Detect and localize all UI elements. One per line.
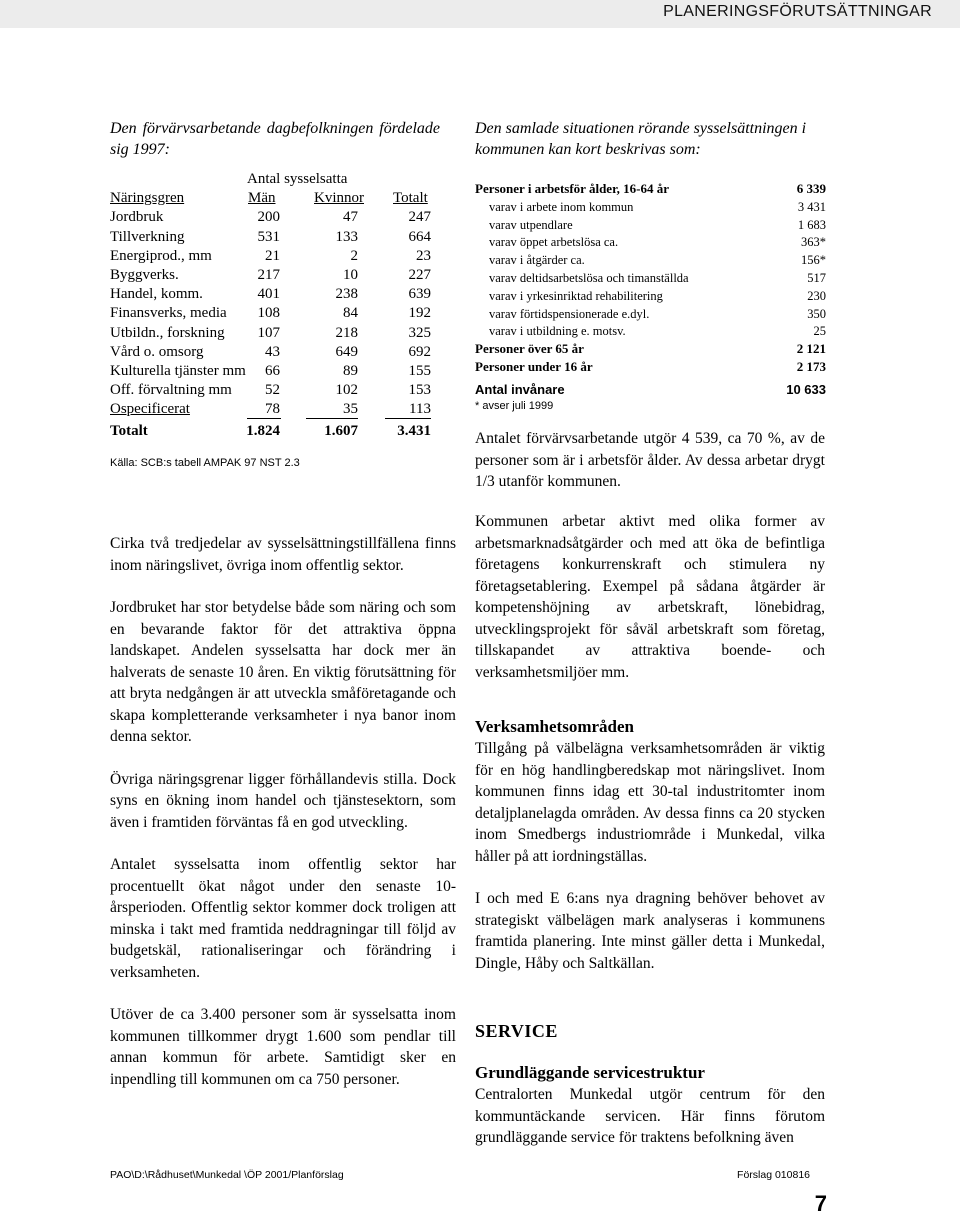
row-value: 230 (807, 288, 826, 303)
cell-sector: Off. förvaltning mm (110, 382, 232, 399)
cell-sector: Tillverkning (110, 228, 185, 245)
cell-sector: Energiprod., mm (110, 247, 212, 264)
cell-total: 325 (408, 324, 431, 341)
employment-table (110, 170, 440, 442)
row-value: 350 (807, 306, 826, 321)
sum-underline-men (247, 418, 281, 419)
table-row (110, 362, 440, 381)
cell-sector: Finansverks, media (110, 305, 227, 322)
table-row-underlined (110, 400, 440, 419)
cell-total: 227 (408, 266, 431, 283)
row-label: Personer i arbetsför ålder, 16-64 år (475, 181, 669, 196)
cell-men: 217 (257, 266, 280, 283)
cell-women: 84 (343, 305, 358, 322)
footer-path: PAO\D:\Rådhuset\Munkedal \ÖP 2001/Planförslag (110, 1169, 344, 1181)
page-number: 7 (814, 1191, 827, 1216)
paragraph: Utöver de ca 3.400 personer som är sysselsatta inom kommunen tillkommer drygt 1.600 som pendlar till annan kommun för arbete. Samtidigt sker en inpendling till kommunen om ca 750 personer. (110, 1006, 456, 1088)
cell-men: 108 (257, 305, 280, 322)
cell-men: 531 (257, 228, 280, 245)
cell-total: 3.431 (397, 423, 431, 440)
col-header-men: Män (248, 190, 276, 207)
row-value: 363* (801, 235, 826, 250)
cell-men: 200 (257, 209, 280, 226)
group-header: Antal sysselsatta (247, 171, 348, 187)
cell-sector: Kulturella tjänster mm (110, 362, 246, 379)
cell-sector: Utbildn., forskning (110, 324, 225, 341)
cell-total: 155 (408, 362, 431, 379)
cell-women: 10 (343, 266, 358, 283)
row-label: Personer över 65 år (475, 341, 584, 357)
paragraph: Jordbruket har stor betydelse både som näring och som en bevarande faktor för det attraktiva öppna landskapet. Andelen sysselsatta har dock mer än halverats de senaste 10 åren. En viktig förutsättning för att bryta nedgången är att utveckla småföretagande och skapa kompletterande verksamheter i nya banor inom denna sektor. (110, 599, 456, 745)
table-row (110, 304, 440, 323)
table-row (110, 381, 440, 400)
table-row (475, 322, 826, 340)
row-value: 2 173 (796, 358, 826, 374)
row-value: 517 (807, 270, 826, 285)
cell-women: 102 (335, 382, 358, 399)
cell-women: 89 (343, 362, 358, 379)
table-row (475, 340, 826, 358)
paragraph: Kommunen arbetar aktivt med olika former av arbetsmarknadsåtgärder och med att öka de befintliga företagens konkurrenskraft och stimulera ny företagsetablering. Exempel på sådana åtgärder är kompetenshöjning av arbetskraft, lönebidrag, utvecklingsprojekt för såväl arbetskraft som företag, tillskapandet av attraktiva boende- och verksamhetsmiljöer mm. (475, 513, 825, 681)
row-value: 156* (801, 253, 826, 268)
sum-underline-total (385, 418, 431, 419)
cell-sector: Byggverks. (110, 266, 179, 283)
table-row (110, 247, 440, 266)
row-label: varav deltidsarbetslösa och timanställda (489, 270, 689, 285)
cell-men: 1.824 (246, 423, 280, 440)
sum-underline-women (306, 418, 358, 419)
table-row (110, 208, 440, 227)
table-total-row (110, 422, 440, 441)
cell-sector: Handel, komm. (110, 286, 203, 303)
cell-sector: Jordbruk (110, 209, 164, 226)
table-row (475, 269, 826, 287)
paragraph: Cirka två tredjedelar av sysselsättningstillfällena finns inom näringslivet, övriga inom offentlig sektor. (110, 535, 456, 574)
cell-women: 133 (335, 228, 358, 245)
row-label: varav i åtgärder ca. (489, 253, 585, 268)
heading-verksamhetsomraden: Verksamhetsområden (475, 717, 634, 736)
row-label: varav i arbete inom kommun (489, 199, 634, 214)
paragraph: Antalet sysselsatta inom offentlig sektor har procentuellt ökat något under den senaste 10-årsperioden. Offentlig sektor kommer dock troligen att minska i takt med framtida neddragningar till följd av budgetskäl, rationaliseringar och förändring i verksamheten. (110, 856, 456, 981)
cell-sector: Ospecificerat (110, 401, 190, 418)
left-body-column (110, 533, 456, 1090)
cell-men: 107 (257, 324, 280, 341)
cell-sector: Totalt (110, 423, 148, 440)
row-value: 1 683 (797, 217, 826, 232)
cell-women: 649 (335, 343, 358, 360)
cell-men: 78 (265, 401, 280, 418)
heading-service: SERVICE (475, 1021, 558, 1041)
cell-women: 35 (343, 401, 358, 418)
col-header-sector: Näringsgren (110, 190, 185, 207)
cell-women: 2 (350, 247, 358, 264)
row-label: Antal invånare (475, 381, 565, 397)
right-intro: Den samlade situationen rörande sysselsättningen i kommunen kan kort beskrivas som: (475, 120, 807, 158)
cell-women: 238 (335, 286, 358, 303)
table-note (475, 399, 826, 413)
cell-total: 153 (408, 382, 431, 399)
right-summary: Antalet förvärvsarbetande utgör 4 539, ca 70 %, av de personer som är i arbetsför ålder. Av dessa arbetar drygt 1/3 utanför kommunen. (475, 430, 825, 490)
table-row (475, 381, 826, 399)
table-row (475, 251, 826, 269)
table-row (475, 198, 826, 216)
table-row (110, 266, 440, 285)
table-source: Källa: SCB:s tabell AMPAK 97 NST 2.3 (110, 457, 300, 469)
cell-total: 192 (408, 305, 431, 322)
cell-sector: Vård o. omsorg (110, 343, 204, 360)
table-row (475, 180, 826, 198)
table-row (475, 305, 826, 323)
row-label: varav i yrkesinriktad rehabilitering (489, 288, 663, 303)
paragraph: Övriga näringsgrenar ligger förhållandevis stilla. Dock syns en ökning inom handel och tjänstesektorn, som även i framtiden förväntas få en god utveckling. (110, 770, 456, 831)
cell-total: 113 (409, 401, 431, 418)
cell-women: 1.607 (324, 423, 358, 440)
cell-total: 23 (416, 247, 431, 264)
heading-grundlaggande: Grundläggande servicestruktur (475, 1063, 705, 1082)
cell-total: 639 (408, 286, 431, 303)
cell-men: 21 (265, 247, 280, 264)
note-text: * avser juli 1999 (475, 399, 554, 412)
cell-men: 401 (257, 286, 280, 303)
paragraph: Centralorten Munkedal utgör centrum för den kommuntäckande servicen. Här finns förutom grundläggande service för traktens befolkning även (475, 1086, 825, 1146)
cell-women: 47 (343, 209, 358, 226)
table-group-header-row (110, 170, 440, 189)
table-row (110, 324, 440, 343)
row-label: varav öppet arbetslösa ca. (489, 235, 619, 250)
footer-draft: Förslag 010816 (737, 1169, 810, 1181)
cell-men: 66 (265, 362, 280, 379)
row-value: 3 431 (797, 199, 826, 214)
cell-total: 664 (408, 228, 431, 245)
header-title: PLANERINGSFÖRUTSÄTTNINGAR (663, 3, 932, 20)
right-body-column (475, 511, 825, 1149)
table-row (475, 287, 826, 305)
col-header-women: Kvinnor (314, 190, 364, 207)
row-label: Personer under 16 år (475, 358, 593, 374)
cell-total: 692 (408, 343, 431, 360)
table-row (110, 343, 440, 362)
table-row (475, 233, 826, 251)
cell-total: 247 (408, 209, 431, 226)
paragraph: I och med E 6:ans nya dragning behöver behovet av strategiskt välbelägen mark analyseras i kommunens framtida planering. Inte minst gäller detta i Munkedal, Dingle, Håby och Saltkällan. (475, 890, 825, 972)
table-row (110, 228, 440, 247)
col-header-total: Totalt (393, 190, 428, 207)
table-header-row (110, 189, 440, 208)
page-header (0, 0, 960, 33)
cell-men: 52 (265, 382, 280, 399)
row-value: 2 121 (796, 341, 826, 357)
left-intro: Den förvärvsarbetande dagbefolkningen fördelade sig 1997: (110, 120, 440, 158)
row-label: varav utpendlare (489, 217, 573, 232)
paragraph: Tillgång på välbelägna verksamhetsområden är viktig för en hög handlingberedskap mot näringslivet. Inom kommunen finns idag ett 30-tal industritomter inom detaljplanelagda områden. Av dessa finns ca 20 stycken inom Smedbergs industriområde i Munkedal, vilka håller på att iordningställas. (475, 740, 825, 865)
situation-table (475, 180, 826, 413)
row-value: 10 633 (786, 381, 826, 397)
row-label: varav i utbildning e. motsv. (489, 324, 626, 339)
table-row (475, 216, 826, 234)
row-value: 25 (813, 324, 826, 339)
table-row (475, 358, 826, 376)
table-row (110, 285, 440, 304)
cell-men: 43 (265, 343, 280, 360)
row-value: 6 339 (796, 181, 826, 196)
row-label: varav förtidspensionerade e.dyl. (489, 306, 650, 321)
cell-women: 218 (335, 324, 358, 341)
